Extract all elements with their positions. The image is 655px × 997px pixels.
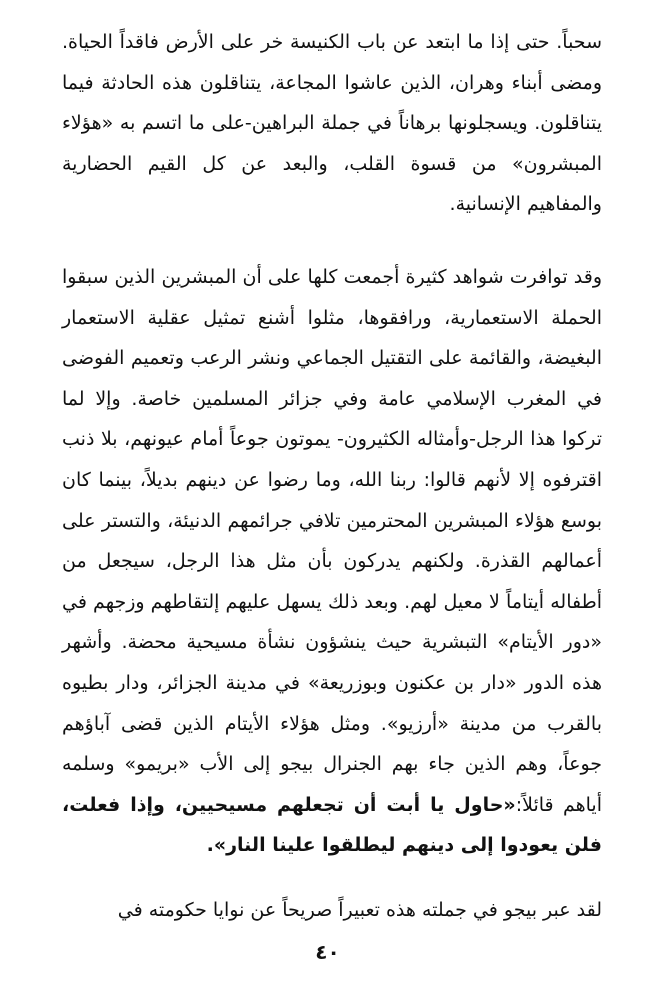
page-body — [62, 22, 602, 930]
paragraph-3: لقد عبر بيجو في جملته هذه تعبيراً صريحاً عن نوايا حكومته في — [117, 898, 602, 921]
page-number: ٤٠ — [315, 940, 340, 964]
general-bugeaud-quote: «حاول يا أبت أن تجعلهم مسيحيين، وإذا فعلت، فلن يعودوا إلى دينهم ليطلقوا علينا النار». — [62, 793, 602, 857]
paragraph-2-text: وقد توافرت شواهد كثيرة أجمعت كلها على أن المبشرين الذين سبقوا الحملة الاستعمارية، ورافقوها، مثلوا أشنع تمثيل عقلية الاستعمار البغيضة، والقائمة على التقتيل الجماعي ونشر الرعب وتعميم الفوضى في المغرب الإسلامي عامة وفي جزائر المسلمين خاصة. وإلا لما تركوا هذا الرجل-وأمثاله الكثيرون- يموتون جوعاً أمام عيونهم، بلا ذنب اقترفوه إلا لأنهم قالوا: ربنا الله، وما رضوا عن دينهم بديلاً، بينما كان بوسع هؤلاء المبشرين المحترمين تلافي جرائمهم الدنيئة، والتستر على أعمالهم القذرة. ولكنهم يدركون بأن مثل هذا الرجل، سيجعل من أطفاله أيتاماً لا معيل لهم. وبعد ذلك يسهل عليهم إلتقاطهم وزجهم في «دور الأيتام» التبشرية حيث ينشؤون نشأة مسيحية محضة. وأشهر هذه الدور «دار بن عكنون وبوزريعة» في مدينة الجزائر، ودار بطيوه بالقرب من مدينة «أرزيو». ومثل هؤلاء الأيتام الذين قضى آباؤهم جوعاً، وهم الذين جاء بهم الجنرال بيجو إلى الأب «بريمو» وسلمه أياهم قائلاً: — [62, 265, 602, 816]
paragraph-1: سحباً. حتى إذا ما ابتعد عن باب الكنيسة خر على الأرض فاقداً الحياة. ومضى أبناء وهران، الذين عاشوا المجاعة، يتناقلون هذه الحادثة فيما يتناقلون. ويسجلونها برهاناً في جملة البراهين-على ما اتسم به «هؤلاء المبشرون» من قسوة القلب، والبعد عن كل القيم الحضارية والمفاهيم الإنسانية. — [62, 31, 602, 216]
paragraph-2 — [62, 257, 602, 866]
